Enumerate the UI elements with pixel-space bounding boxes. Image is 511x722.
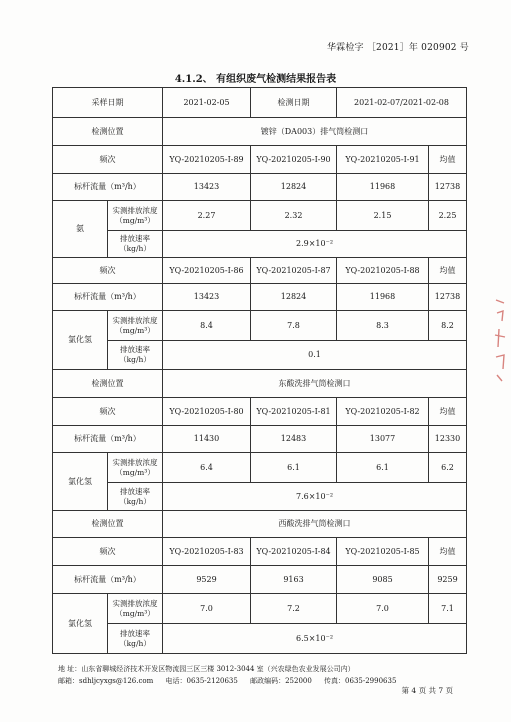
table-row (53, 311, 467, 341)
concentration-value: 8.3 (337, 311, 429, 341)
rate-value: 7.6×10⁻² (163, 483, 467, 511)
flow-value: 13423 (163, 284, 251, 311)
average-label: 均值 (429, 146, 467, 174)
flow-label: 标杆流量（m³/h） (53, 566, 163, 594)
table-row (53, 483, 467, 511)
footer-contacts (58, 676, 406, 686)
average-label: 均值 (429, 538, 467, 566)
sampling-date-label: 采样日期 (53, 88, 163, 118)
table-row (53, 174, 467, 201)
table-title: 4.1.2、 有组织废气检测结果报告表 (174, 74, 337, 85)
sample-id: YQ-20210205-I-83 (163, 538, 251, 566)
table-row (53, 511, 467, 538)
position-label: 检测位置 (53, 511, 163, 538)
flow-value: 13423 (163, 174, 251, 201)
footer-phone: 电话：0635-2120635 (165, 677, 238, 685)
table-row (53, 370, 467, 398)
rate-label: 排放速率（kg/h） (108, 483, 163, 511)
flow-value: 12824 (251, 174, 337, 201)
rate-value: 6.5×10⁻² (163, 624, 467, 654)
average-label: 均值 (429, 258, 467, 284)
position-label: 检测位置 (53, 370, 163, 398)
table-row (53, 398, 467, 426)
testing-date-label: 检测日期 (251, 88, 337, 118)
flow-average: 9259 (429, 566, 467, 594)
concentration-average: 8.2 (429, 311, 467, 341)
pollutant-name: 氯化氢 (53, 453, 108, 511)
sample-id: YQ-20210205-I-88 (337, 258, 429, 284)
rate-label: 排放速率（kg/h） (108, 231, 163, 258)
footer-address: 地 址：山东省聊城经济技术开发区物流园三区三楼 3012-3044 室（兴农绿色农业发展公司内） (58, 665, 355, 673)
testing-date-value: 2021-02-07/2021-02-08 (337, 88, 467, 118)
flow-value: 12824 (251, 284, 337, 311)
concentration-value: 2.32 (251, 201, 337, 231)
table-row (53, 624, 467, 654)
footer-fax: 传真：0635-2990635 (324, 677, 397, 685)
concentration-average: 7.1 (429, 594, 467, 624)
table-row (53, 258, 467, 284)
pollutant-name: 氯化氢 (53, 311, 108, 370)
concentration-value: 7.0 (163, 594, 251, 624)
table-row (53, 201, 467, 231)
position-value: 镀锌（DA003）排气筒检测口 (163, 118, 467, 146)
sample-id: YQ-20210205-I-85 (337, 538, 429, 566)
page-number: 第 4 页 共 7 页 (401, 686, 453, 695)
concentration-value: 7.2 (251, 594, 337, 624)
frequency-label: 频次 (53, 398, 163, 426)
frequency-label: 频次 (53, 538, 163, 566)
concentration-value: 2.27 (163, 201, 251, 231)
table-row (53, 231, 467, 258)
rate-value: 0.1 (163, 341, 467, 370)
footer-email: 邮箱：sdhljcyxgs@126.com (58, 677, 154, 685)
table-row (53, 566, 467, 594)
footer-postcode: 邮政编码：252000 (250, 677, 312, 685)
concentration-label: 实测排放浓度（mg/m³） (108, 453, 163, 483)
table-row (53, 426, 467, 453)
frequency-label: 频次 (53, 146, 163, 174)
date-row (53, 88, 467, 118)
sample-id: YQ-20210205-I-84 (251, 538, 337, 566)
table-row (53, 538, 467, 566)
pollutant-name: 氨 (53, 201, 108, 258)
rate-value: 2.9×10⁻² (163, 231, 467, 258)
concentration-value: 6.1 (337, 453, 429, 483)
pollutant-name: 氯化氢 (53, 594, 108, 654)
red-stamp-fragment (493, 295, 507, 385)
flow-value: 13077 (337, 426, 429, 453)
concentration-value: 2.15 (337, 201, 429, 231)
sampling-date-value: 2021-02-05 (163, 88, 251, 118)
concentration-average: 2.25 (429, 201, 467, 231)
concentration-label: 实测排放浓度（mg/m³） (108, 201, 163, 231)
concentration-value: 8.4 (163, 311, 251, 341)
flow-value: 9085 (337, 566, 429, 594)
table-row (53, 453, 467, 483)
table-row (53, 118, 467, 146)
concentration-value: 6.4 (163, 453, 251, 483)
concentration-label: 实测排放浓度（mg/m³） (108, 594, 163, 624)
sample-id: YQ-20210205-I-89 (163, 146, 251, 174)
document-number: 华霖检字 ［2021］年 020902 号 (326, 43, 469, 53)
flow-value: 12483 (251, 426, 337, 453)
flow-average: 12738 (429, 284, 467, 311)
table-row (53, 284, 467, 311)
concentration-label: 实测排放浓度（mg/m³） (108, 311, 163, 341)
concentration-average: 6.2 (429, 453, 467, 483)
sample-id: YQ-20210205-I-86 (163, 258, 251, 284)
average-label: 均值 (429, 398, 467, 426)
table-row (53, 146, 467, 174)
sample-id: YQ-20210205-I-91 (337, 146, 429, 174)
flow-average: 12330 (429, 426, 467, 453)
sample-id: YQ-20210205-I-80 (163, 398, 251, 426)
frequency-label: 频次 (53, 258, 163, 284)
flow-value: 11430 (163, 426, 251, 453)
rate-label: 排放速率（kg/h） (108, 624, 163, 654)
sample-id: YQ-20210205-I-82 (337, 398, 429, 426)
flow-value: 11968 (337, 174, 429, 201)
rate-label: 排放速率（kg/h） (108, 341, 163, 370)
position-label: 检测位置 (53, 118, 163, 146)
position-value: 西酸洗排气筒检测口 (163, 511, 467, 538)
flow-average: 12738 (429, 174, 467, 201)
flow-value: 9529 (163, 566, 251, 594)
table-row (53, 341, 467, 370)
flow-label: 标杆流量（m³/h） (53, 174, 163, 201)
concentration-value: 6.1 (251, 453, 337, 483)
concentration-value: 7.8 (251, 311, 337, 341)
concentration-value: 7.0 (337, 594, 429, 624)
table-row (53, 594, 467, 624)
flow-label: 标杆流量（m³/h） (53, 284, 163, 311)
flow-value: 11968 (337, 284, 429, 311)
sample-id: YQ-20210205-I-81 (251, 398, 337, 426)
flow-value: 9163 (251, 566, 337, 594)
emission-results-table (52, 87, 467, 654)
position-value: 东酸洗排气筒检测口 (163, 370, 467, 398)
sample-id: YQ-20210205-I-87 (251, 258, 337, 284)
flow-label: 标杆流量（m³/h） (53, 426, 163, 453)
sample-id: YQ-20210205-I-90 (251, 146, 337, 174)
